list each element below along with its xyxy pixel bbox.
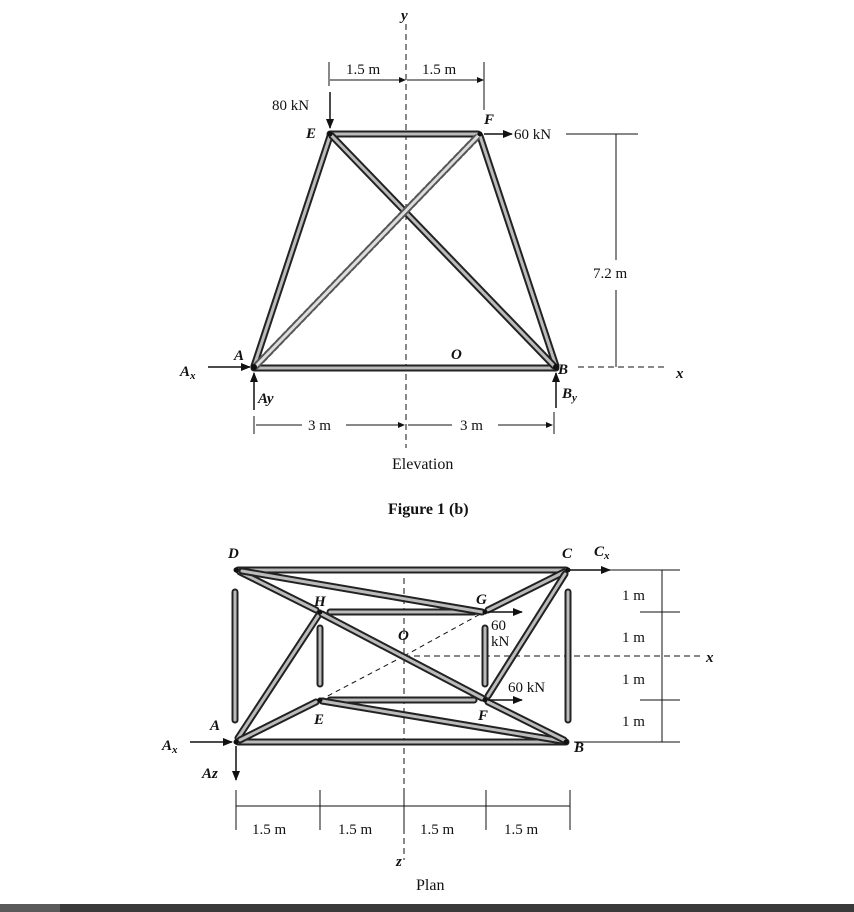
dim-right-4: 1 m <box>622 714 645 730</box>
dim-right-1: 1 m <box>622 588 645 604</box>
dim-bottom-2: 1.5 m <box>338 822 373 838</box>
plan-x-axis-label: x <box>706 650 714 666</box>
reaction-by-label: $B_y$ <box>562 386 577 404</box>
elevation-node-o: O <box>451 347 462 363</box>
plan-node-b: B <box>574 740 585 756</box>
bottom-bar <box>0 904 854 912</box>
elevation-y-axis-label: y <box>401 8 408 24</box>
reaction-az-label: Az <box>202 766 218 782</box>
dim-right-2: 1 m <box>622 630 645 646</box>
elevation-node-f: F <box>484 112 495 128</box>
elevation-node-e: E <box>306 126 317 142</box>
reaction-ax-label: $A_x$ <box>180 364 196 382</box>
plan-caption: Plan <box>416 877 445 894</box>
dim-top-left: 1.5 m <box>346 62 381 78</box>
load-e-label: 80 kN <box>272 98 310 114</box>
reaction-cx-label: $C_x$ <box>594 544 610 562</box>
plan-node-o: O <box>398 628 409 644</box>
plan-node-h: H <box>314 594 326 610</box>
plan-node-a: A <box>210 718 221 734</box>
reaction-ay-label: Ay <box>258 391 274 407</box>
height-dim: 7.2 m <box>593 266 628 282</box>
dim-bottom-1: 1.5 m <box>252 822 287 838</box>
elevation-node-b: B <box>558 362 569 378</box>
plan-view <box>161 544 714 894</box>
plan-node-e: E <box>314 712 325 728</box>
reaction-ax-plan-label: $A_x$ <box>162 738 178 756</box>
elevation-view <box>179 8 684 473</box>
plan-node-g: G <box>476 592 487 608</box>
load-g-line1: 60 <box>491 618 506 634</box>
plan-node-d: D <box>228 546 239 562</box>
dim-bottom-4: 1.5 m <box>504 822 539 838</box>
elevation-caption: Elevation <box>392 456 454 473</box>
figure-title: Figure 1 (b) <box>388 501 469 518</box>
load-f-plan-label: 60 kN <box>508 680 546 696</box>
dim-right-3: 1 m <box>622 672 645 688</box>
plan-z-axis-label: z <box>396 854 402 870</box>
plan-node-c: C <box>562 546 573 562</box>
dim-bottom-3: 1.5 m <box>420 822 455 838</box>
elevation-x-axis-label: x <box>676 366 684 382</box>
plan-node-f: F <box>478 708 489 724</box>
load-f-label: 60 kN <box>514 127 552 143</box>
dim-top-right: 1.5 m <box>422 62 457 78</box>
elevation-node-a: A <box>234 348 245 364</box>
dim-bottom-right: 3 m <box>460 418 483 434</box>
load-g-line2: kN <box>491 634 510 650</box>
dim-bottom-left: 3 m <box>308 418 331 434</box>
bottom-bar-segment <box>0 904 60 912</box>
elevation-members <box>254 134 556 368</box>
